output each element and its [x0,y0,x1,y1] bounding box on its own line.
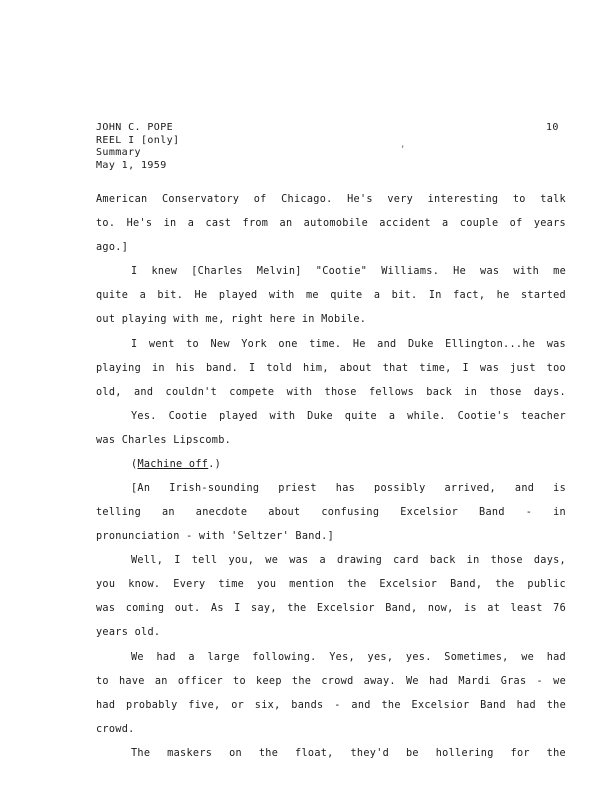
text-line: was Charles Lipscomb. [96,435,232,446]
text-line: I knew [Charles Melvin] "Cootie" Williams. He was with me [131,266,566,277]
page-number: 10 [546,122,559,133]
machine-off-note [131,459,566,471]
stray-mark: , [400,140,406,150]
text-line: [An Irish-sounding priest has possibly arrived, and is [131,483,566,494]
text-line: The maskers on the float, they'd be hollering for the [131,748,566,759]
text-line: pronunciation - with 'Seltzer' Band.] [96,531,335,542]
text-line: to have an officer to keep the crowd away. We had Mardi Gras - we [96,676,566,687]
machine-note-close: .) [208,459,222,470]
machine-note-label: Machine off [137,459,209,470]
text-line: Yes. Cootie played with Duke quite a while. Cootie's teacher [131,411,566,422]
text-line: had probably five, or six, bands - and the Excelsior Band had the [96,700,566,711]
machine-note-open: ( [131,459,138,470]
text-line: was coming out. As I say, the Excelsior Band, now, is at least 76 [96,603,566,614]
text-line: out playing with me, right here in Mobile. [96,314,367,325]
interviewee-name: JOHN C. POPE [96,122,174,133]
text-line: to. He's in a cast from an automobile accident a couple of years [96,218,566,229]
text-line: years old. [96,627,161,638]
text-line: We had a large following. Yes, yes, yes. Sometimes, we had [131,652,566,663]
text-line: Well, I tell you, we was a drawing card back in those days, [131,555,566,566]
text-line: I went to New York one time. He and Duke Ellington...he was [131,339,566,350]
document-header [96,122,179,172]
document-type: Summary [96,147,141,159]
text-line: ago.] [96,242,129,253]
text-line: playing in his band. I told him, about that time, I was just too [96,363,566,374]
reel-label: REEL I [only] [96,134,180,146]
text-line: crowd. [96,724,135,735]
text-line: you know. Every time you mention the Excelsior Band, the public [96,579,566,590]
interview-date: May 1, 1959 [96,159,167,171]
text-line: American Conservatory of Chicago. He's very interesting to talk [96,194,566,205]
text-line: telling an anecdote about confusing Excelsior Band - in [96,507,566,518]
text-line: old, and couldn't compete with those fellows back in those days. [96,387,566,398]
text-line: quite a bit. He played with me quite a bit. In fact, he started [96,290,566,301]
